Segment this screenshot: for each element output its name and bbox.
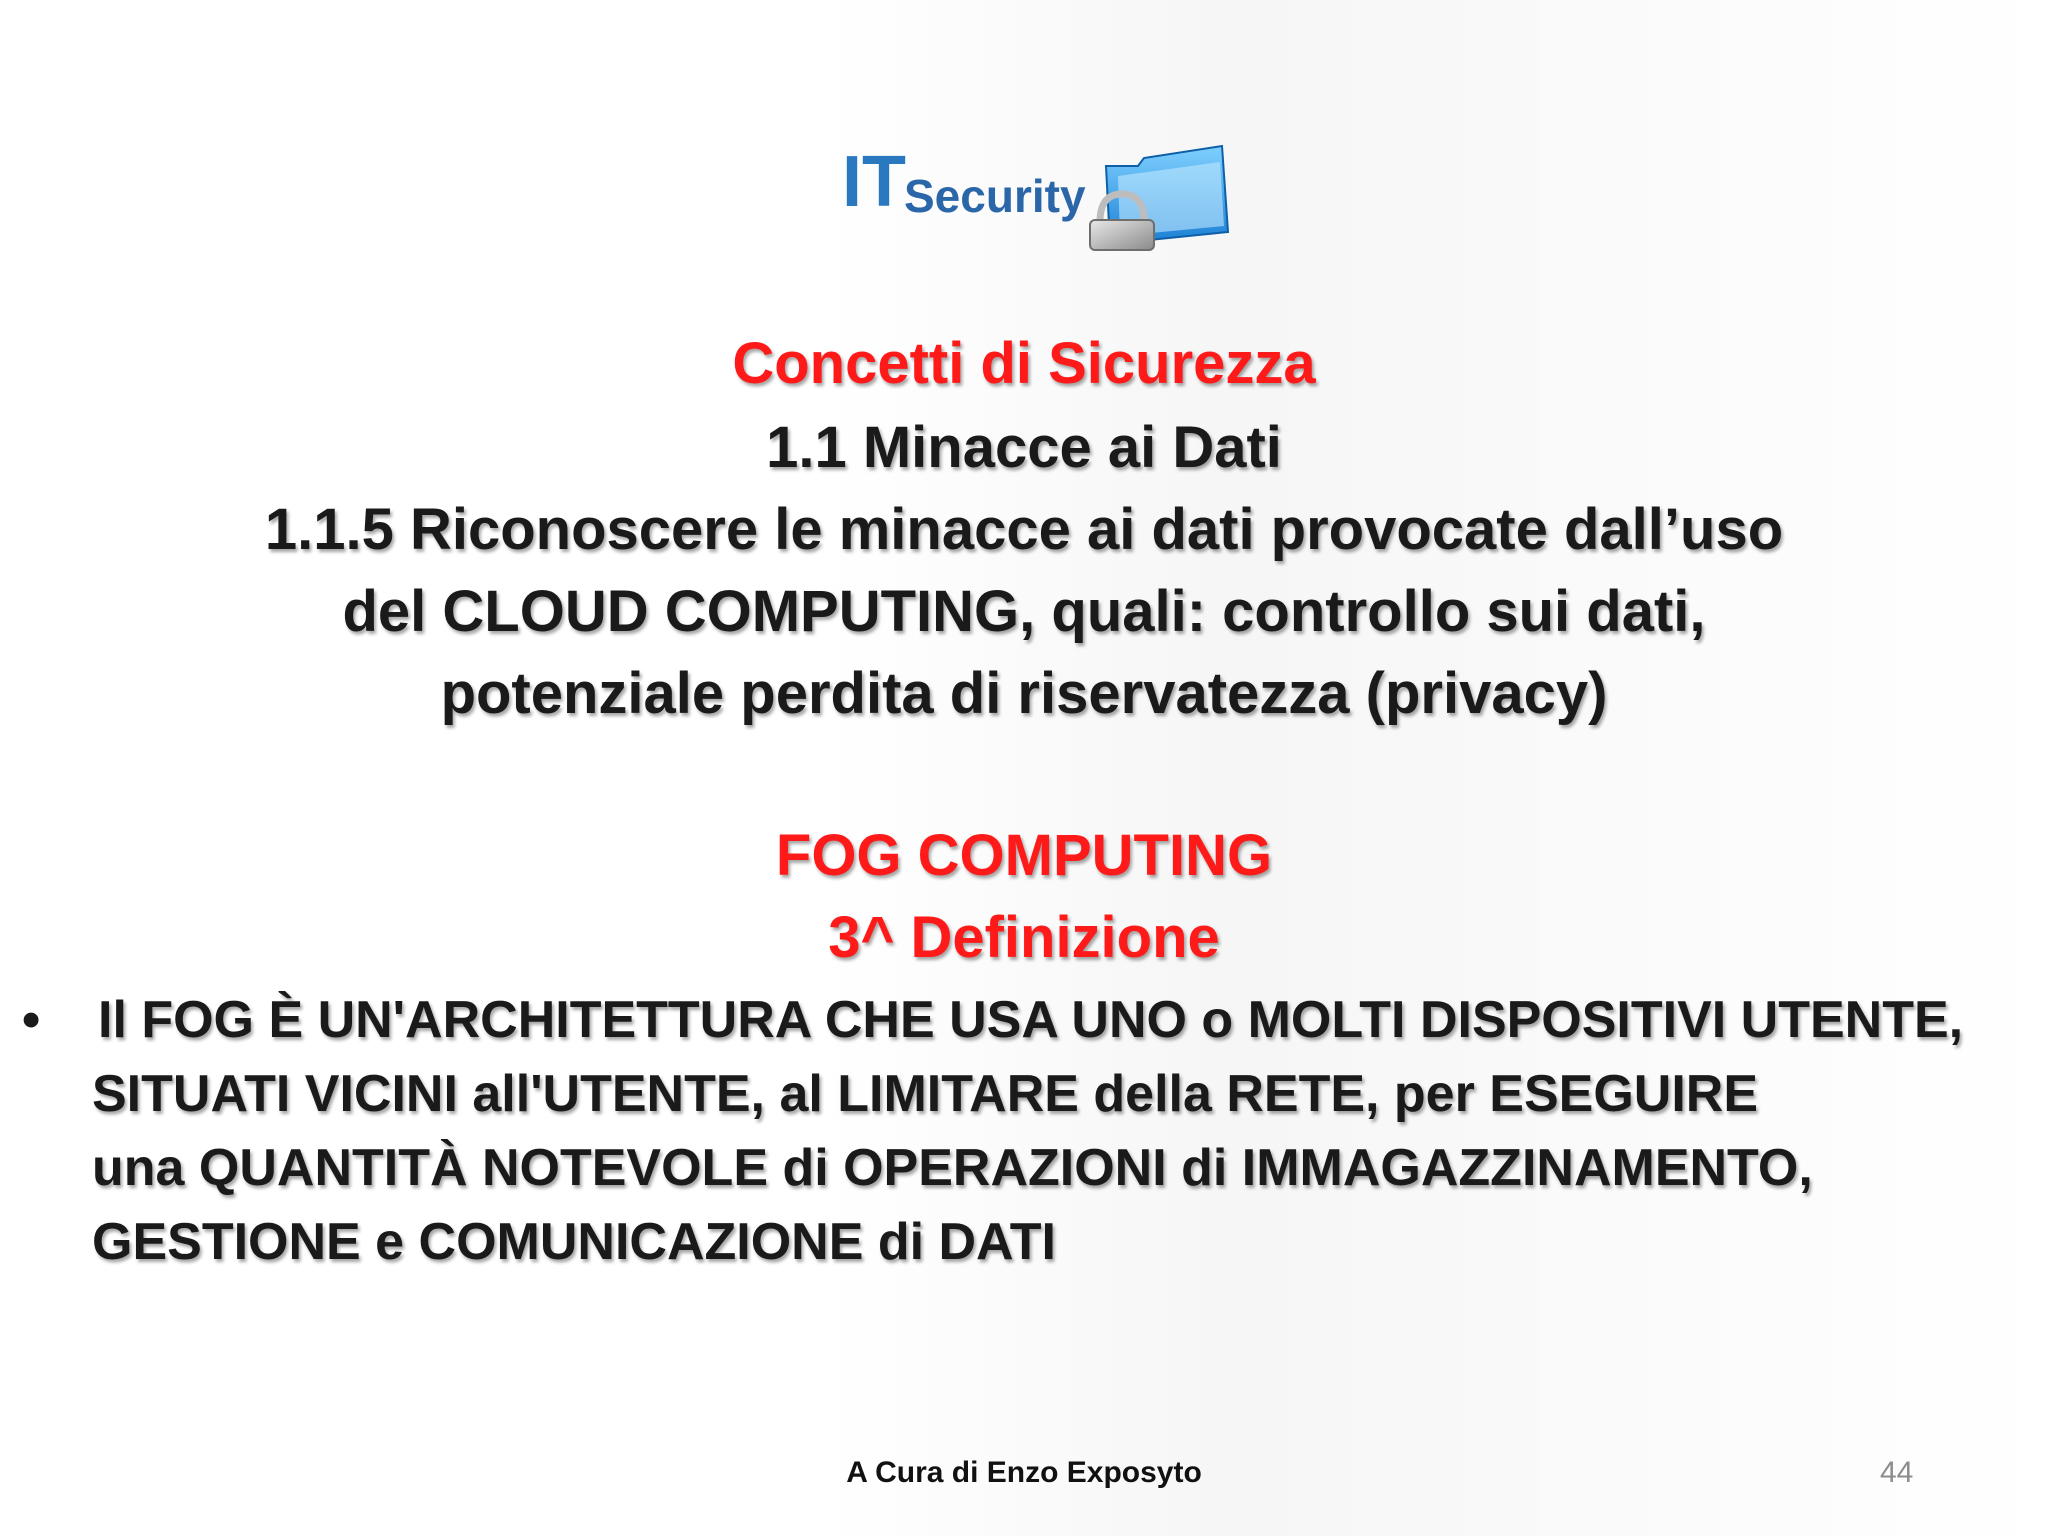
heading-line-1: 1.1.5 Riconoscere le minacce ai dati provocate dall’uso: [264, 497, 1784, 562]
it-security-logo: [838, 136, 1238, 256]
logo-it-text: IT: [842, 142, 906, 222]
bullet-line-4: GESTIONE e COMUNICAZIONE di DATI: [92, 1213, 1056, 1271]
page-number: 44: [1880, 1456, 1914, 1489]
bullet-marker: •: [22, 991, 41, 1049]
bullet-line-1: Il FOG È UN'ARCHITETTURA CHE USA UNO o MOLTI DISPOSITIVI UTENTE,: [98, 991, 1964, 1049]
logo-security-text: Security: [904, 170, 1086, 222]
subheading-subtitle: 3^ Definizione: [828, 905, 1220, 970]
heading-title: Concetti di Sicurezza: [732, 331, 1316, 396]
subheading-title: FOG COMPUTING: [775, 823, 1273, 888]
footer-author: A Cura di Enzo Exposyto: [846, 1456, 1202, 1489]
heading-line-2: del CLOUD COMPUTING, quali: controllo sui dati,: [342, 579, 1706, 644]
heading-section: 1.1 Minacce ai Dati: [766, 415, 1282, 480]
bullet-line-3: una QUANTITÀ NOTEVOLE di OPERAZIONI di IMMAGAZZINAMENTO,: [92, 1139, 1813, 1197]
heading-line-3: potenziale perdita di riservatezza (privacy): [440, 661, 1608, 726]
bullet-line-2: SITUATI VICINI all'UTENTE, al LIMITARE della RETE, per ESEGUIRE: [92, 1065, 1759, 1123]
folder-padlock-icon: [1090, 146, 1228, 250]
